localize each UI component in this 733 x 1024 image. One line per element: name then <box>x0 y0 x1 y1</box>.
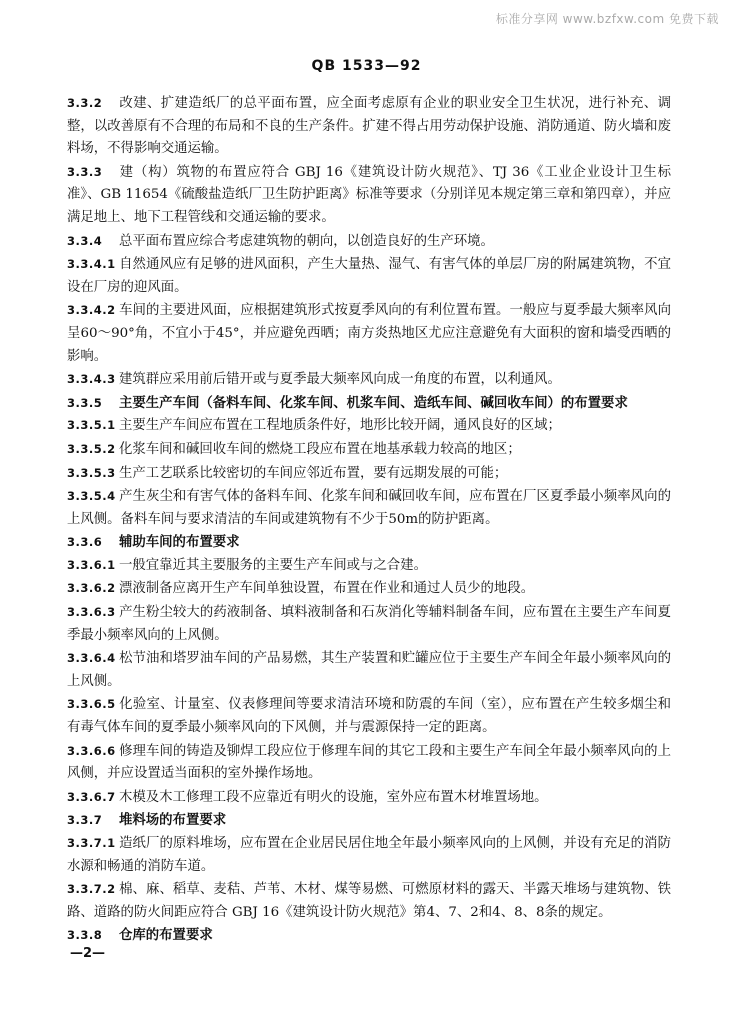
clause-text: 建（构）筑物的布置应符合 GBJ 16《建筑设计防火规范》、TJ 36《工业企业设计卫生标准》、GB 11654《硫酸盐造纸厂卫生防护距离》标准等要求（分别详见本规定第三章和第四章），并应满足地上、地下工程管线和交通运输的要求。 <box>67 164 671 225</box>
clause-number: 3.3.5.3 <box>67 465 116 480</box>
clause-text: 化浆车间和碱回收车间的燃烧工段应布置在地基承载力较高的地区； <box>119 441 521 457</box>
clause-text: 车间的主要进风面，应根据建筑形式按夏季风向的有利位置布置。一般应与夏季最大频率风向呈60～90°角，不宜小于45°，并应避免西晒；南方炎热地区尤应注意避免有大面积的窗和墙受西晒的影响。 <box>67 303 671 364</box>
clause-number: 3.3.7.2 <box>67 882 116 897</box>
clause-number: 3.3.4.1 <box>67 257 116 272</box>
section-heading <box>67 924 671 947</box>
clause-paragraph <box>67 832 671 878</box>
clause-text: 修理车间的铸造及铆焊工段应位于修理车间的其它工段和主要生产车间全年最小频率风向的上风侧，并应设置适当面积的室外操作场地。 <box>67 743 671 782</box>
clause-number: 3.3.5.1 <box>67 418 116 433</box>
clause-paragraph <box>67 438 671 462</box>
clause-number: 3.3.7 <box>67 813 103 828</box>
clause-number: 3.3.6.1 <box>67 557 116 572</box>
clause-number: 3.3.8 <box>67 928 103 943</box>
clause-text: 主要生产车间（备料车间、化浆车间、机浆车间、造纸车间、碱回收车间）的布置要求 <box>119 394 628 411</box>
standard-number-header: QB 1533—92 <box>311 58 422 74</box>
clause-text: 化验室、计量室、仪表修理间等要求清洁环境和防震的车间（室），应布置在产生较多烟尘和有毒气体车间的夏季最小频率风向的下风侧，并与震源保持一定的距离。 <box>67 697 671 736</box>
clause-text: 木模及木工修理工段不应靠近有明火的设施，室外应布置木材堆置场地。 <box>119 789 548 805</box>
clause-paragraph <box>67 161 671 230</box>
clause-text: 辅助车间的布置要求 <box>119 534 240 551</box>
document-body <box>67 92 671 947</box>
clause-text: 漂液制备应离开生产车间单独设置，布置在作业和通过人员少的地段。 <box>119 581 535 597</box>
clause-number: 3.3.7.1 <box>67 836 116 850</box>
clause-paragraph <box>67 299 671 368</box>
clause-text: 堆料场的布置要求 <box>119 812 227 829</box>
clause-number: 3.3.2 <box>67 96 103 110</box>
clause-paragraph <box>67 368 671 392</box>
clause-paragraph <box>67 647 671 693</box>
clause-text: 松节油和塔罗油车间的产品易燃，其生产装置和贮罐应位于主要生产车间全年最小频率风向的上风侧。 <box>67 651 671 689</box>
clause-text: 仓库的布置要求 <box>119 927 213 944</box>
clause-paragraph <box>67 485 671 531</box>
clause-paragraph <box>67 878 671 924</box>
clause-number: 3.3.6.2 <box>67 581 116 596</box>
clause-number: 3.3.6.3 <box>67 605 116 620</box>
clause-paragraph <box>67 693 671 739</box>
clause-paragraph <box>67 577 671 601</box>
clause-text: 建筑群应采用前后错开或与夏季最大频率风向成一角度的布置，以利通风。 <box>119 372 561 388</box>
clause-paragraph <box>67 740 671 786</box>
clause-text: 造纸厂的原料堆场，应布置在企业居民居住地全年最小频率风向的上风侧，并设有充足的消防水源和畅通的消防车道。 <box>67 836 671 874</box>
clause-text: 主要生产车间应布置在工程地质条件好，地形比较开阔，通风良好的区域； <box>119 418 561 434</box>
clause-text: 一般宜靠近其主要服务的主要生产车间或与之合建。 <box>119 557 427 573</box>
clause-paragraph <box>67 554 671 578</box>
clause-text: 棉、麻、稻草、麦秸、芦苇、木材、煤等易燃、可燃原材料的露天、半露天堆场与建筑物、铁路、道路的防火间距应符合 GBJ 16《建筑设计防火规范》第4、7、2和4、8、8条的规定。 <box>67 882 671 920</box>
clause-number: 3.3.5 <box>67 395 103 410</box>
clause-paragraph <box>67 786 671 810</box>
clause-paragraph <box>67 462 671 486</box>
clause-number: 3.3.6 <box>67 535 103 550</box>
clause-paragraph <box>67 92 671 161</box>
clause-number: 3.3.6.4 <box>67 651 116 666</box>
section-heading <box>67 392 671 415</box>
clause-text: 产生粉尘较大的药液制备、填料液制备和石灰消化等辅料制备车间，应布置在主要生产车间夏季最小频率风向的上风侧。 <box>67 605 671 643</box>
clause-number: 3.3.6.7 <box>67 789 116 804</box>
clause-number: 3.3.3 <box>67 164 103 179</box>
clause-text: 产生灰尘和有害气体的备料车间、化浆车间和碱回收车间，应布置在厂区夏季最小频率风向的上风侧。备料车间与要求清洁的车间或建筑物有不少于50m的防护距离。 <box>67 489 671 527</box>
clause-number: 3.3.4.2 <box>67 303 116 318</box>
clause-text: 总平面布置应综合考虑建筑物的朝向，以创造良好的生产环境。 <box>119 233 494 249</box>
section-heading <box>67 531 671 554</box>
clause-number: 3.3.5.2 <box>67 441 116 456</box>
clause-number: 3.3.6.6 <box>67 743 116 758</box>
section-heading <box>67 809 671 832</box>
clause-number: 3.3.5.4 <box>67 489 116 504</box>
page-number: —2— <box>70 946 106 961</box>
clause-text: 生产工艺联系比较密切的车间应邻近布置，要有远期发展的可能； <box>119 465 508 481</box>
clause-number: 3.3.6.5 <box>67 697 116 712</box>
clause-paragraph <box>67 253 671 299</box>
clause-number: 3.3.4 <box>67 233 103 248</box>
clause-number: 3.3.4.3 <box>67 372 116 387</box>
clause-paragraph <box>67 230 671 254</box>
watermark-text: 标准分享网 www.bzfxw.com 免费下载 <box>495 12 719 26</box>
clause-paragraph <box>67 414 671 438</box>
clause-text: 自然通风应有足够的进风面积，产生大量热、湿气、有害气体的单层厂房的附属建筑物，不宜设在厂房的迎风面。 <box>67 257 671 295</box>
clause-paragraph <box>67 601 671 647</box>
clause-text: 改建、扩建造纸厂的总平面布置，应全面考虑原有企业的职业安全卫生状况，进行补充、调整，以改善原有不合理的布局和不良的生产条件。扩建不得占用劳动保护设施、消防通道、防火墙和废料场，不得影响交通运输。 <box>67 96 671 157</box>
